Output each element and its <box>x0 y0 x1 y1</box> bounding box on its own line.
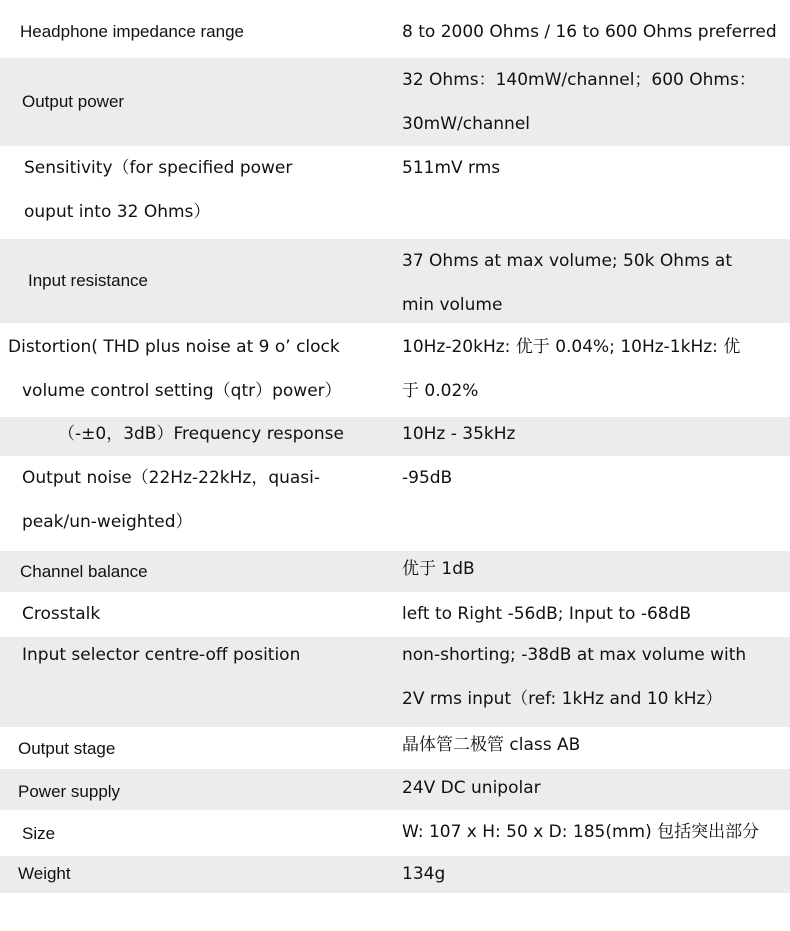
spec-label: Channel balance <box>20 562 148 581</box>
spec-value: -95dB <box>402 468 453 488</box>
spec-row-size <box>0 810 790 856</box>
spec-value: 晶体管二极管 class AB <box>402 735 581 755</box>
spec-label: Output noise（22Hz-22kHz，quasi- peak/un-weighted） <box>22 468 321 532</box>
spec-label: Output stage <box>18 739 116 758</box>
spec-row-input-resistance <box>0 239 790 323</box>
spec-value: 511mV rms <box>402 158 501 178</box>
spec-label: Distortion( THD plus noise at 9 o’ clock volume control setting（qtr）power） <box>8 337 342 401</box>
spec-label: Input resistance <box>28 271 149 290</box>
spec-value: 32 Ohms：140mW/channel；600 Ohms： 30mW/channel <box>402 70 756 134</box>
spec-row-distortion <box>0 323 790 417</box>
spec-value: 24V DC unipolar <box>402 778 541 798</box>
spec-row-output-noise <box>0 456 790 551</box>
spec-row-headphone-impedance <box>0 6 790 58</box>
spec-row-crosstalk <box>0 592 790 637</box>
spec-label: Output power <box>22 92 125 111</box>
spec-value: 134g <box>402 864 446 884</box>
spec-value: 优于 1dB <box>402 559 475 579</box>
spec-row-output-stage <box>0 727 790 769</box>
spec-value: 10Hz-20kHz: 优于 0.04%; 10Hz-1kHz: 优 于 0.02% <box>402 337 741 401</box>
spec-row-frequency-response <box>0 417 790 456</box>
spec-value: 10Hz - 35kHz <box>402 424 516 444</box>
spec-label: Power supply <box>18 782 121 801</box>
spec-row-sensitivity <box>0 146 790 239</box>
spec-label: Crosstalk <box>22 604 101 624</box>
spec-value: 37 Ohms at max volume; 50k Ohms at min volume <box>402 251 732 315</box>
spec-label: （-±0，3dB）Frequency response <box>58 424 344 444</box>
spec-label: Weight <box>18 864 71 883</box>
spec-row-power-supply <box>0 769 790 810</box>
spec-row-weight <box>0 856 790 893</box>
spec-label: Headphone impedance range <box>20 22 245 41</box>
spec-label: Size <box>22 824 56 843</box>
spec-row-output-power <box>0 58 790 146</box>
spec-row-input-selector <box>0 637 790 727</box>
spec-value: non-shorting; -38dB at max volume with 2V rms input（ref: 1kHz and 10 kHz） <box>402 645 747 709</box>
spec-value: 8 to 2000 Ohms / 16 to 600 Ohms preferred <box>402 22 777 42</box>
spec-label: Sensitivity（for specified power ouput into 32 Ohms） <box>24 158 293 222</box>
spec-value: left to Right -56dB; Input to -68dB <box>402 604 692 624</box>
spec-label: Input selector centre-off position <box>22 645 301 665</box>
spec-value: W: 107 x H: 50 x D: 185(mm) 包括突出部分 <box>402 822 760 842</box>
spec-row-channel-balance <box>0 551 790 592</box>
